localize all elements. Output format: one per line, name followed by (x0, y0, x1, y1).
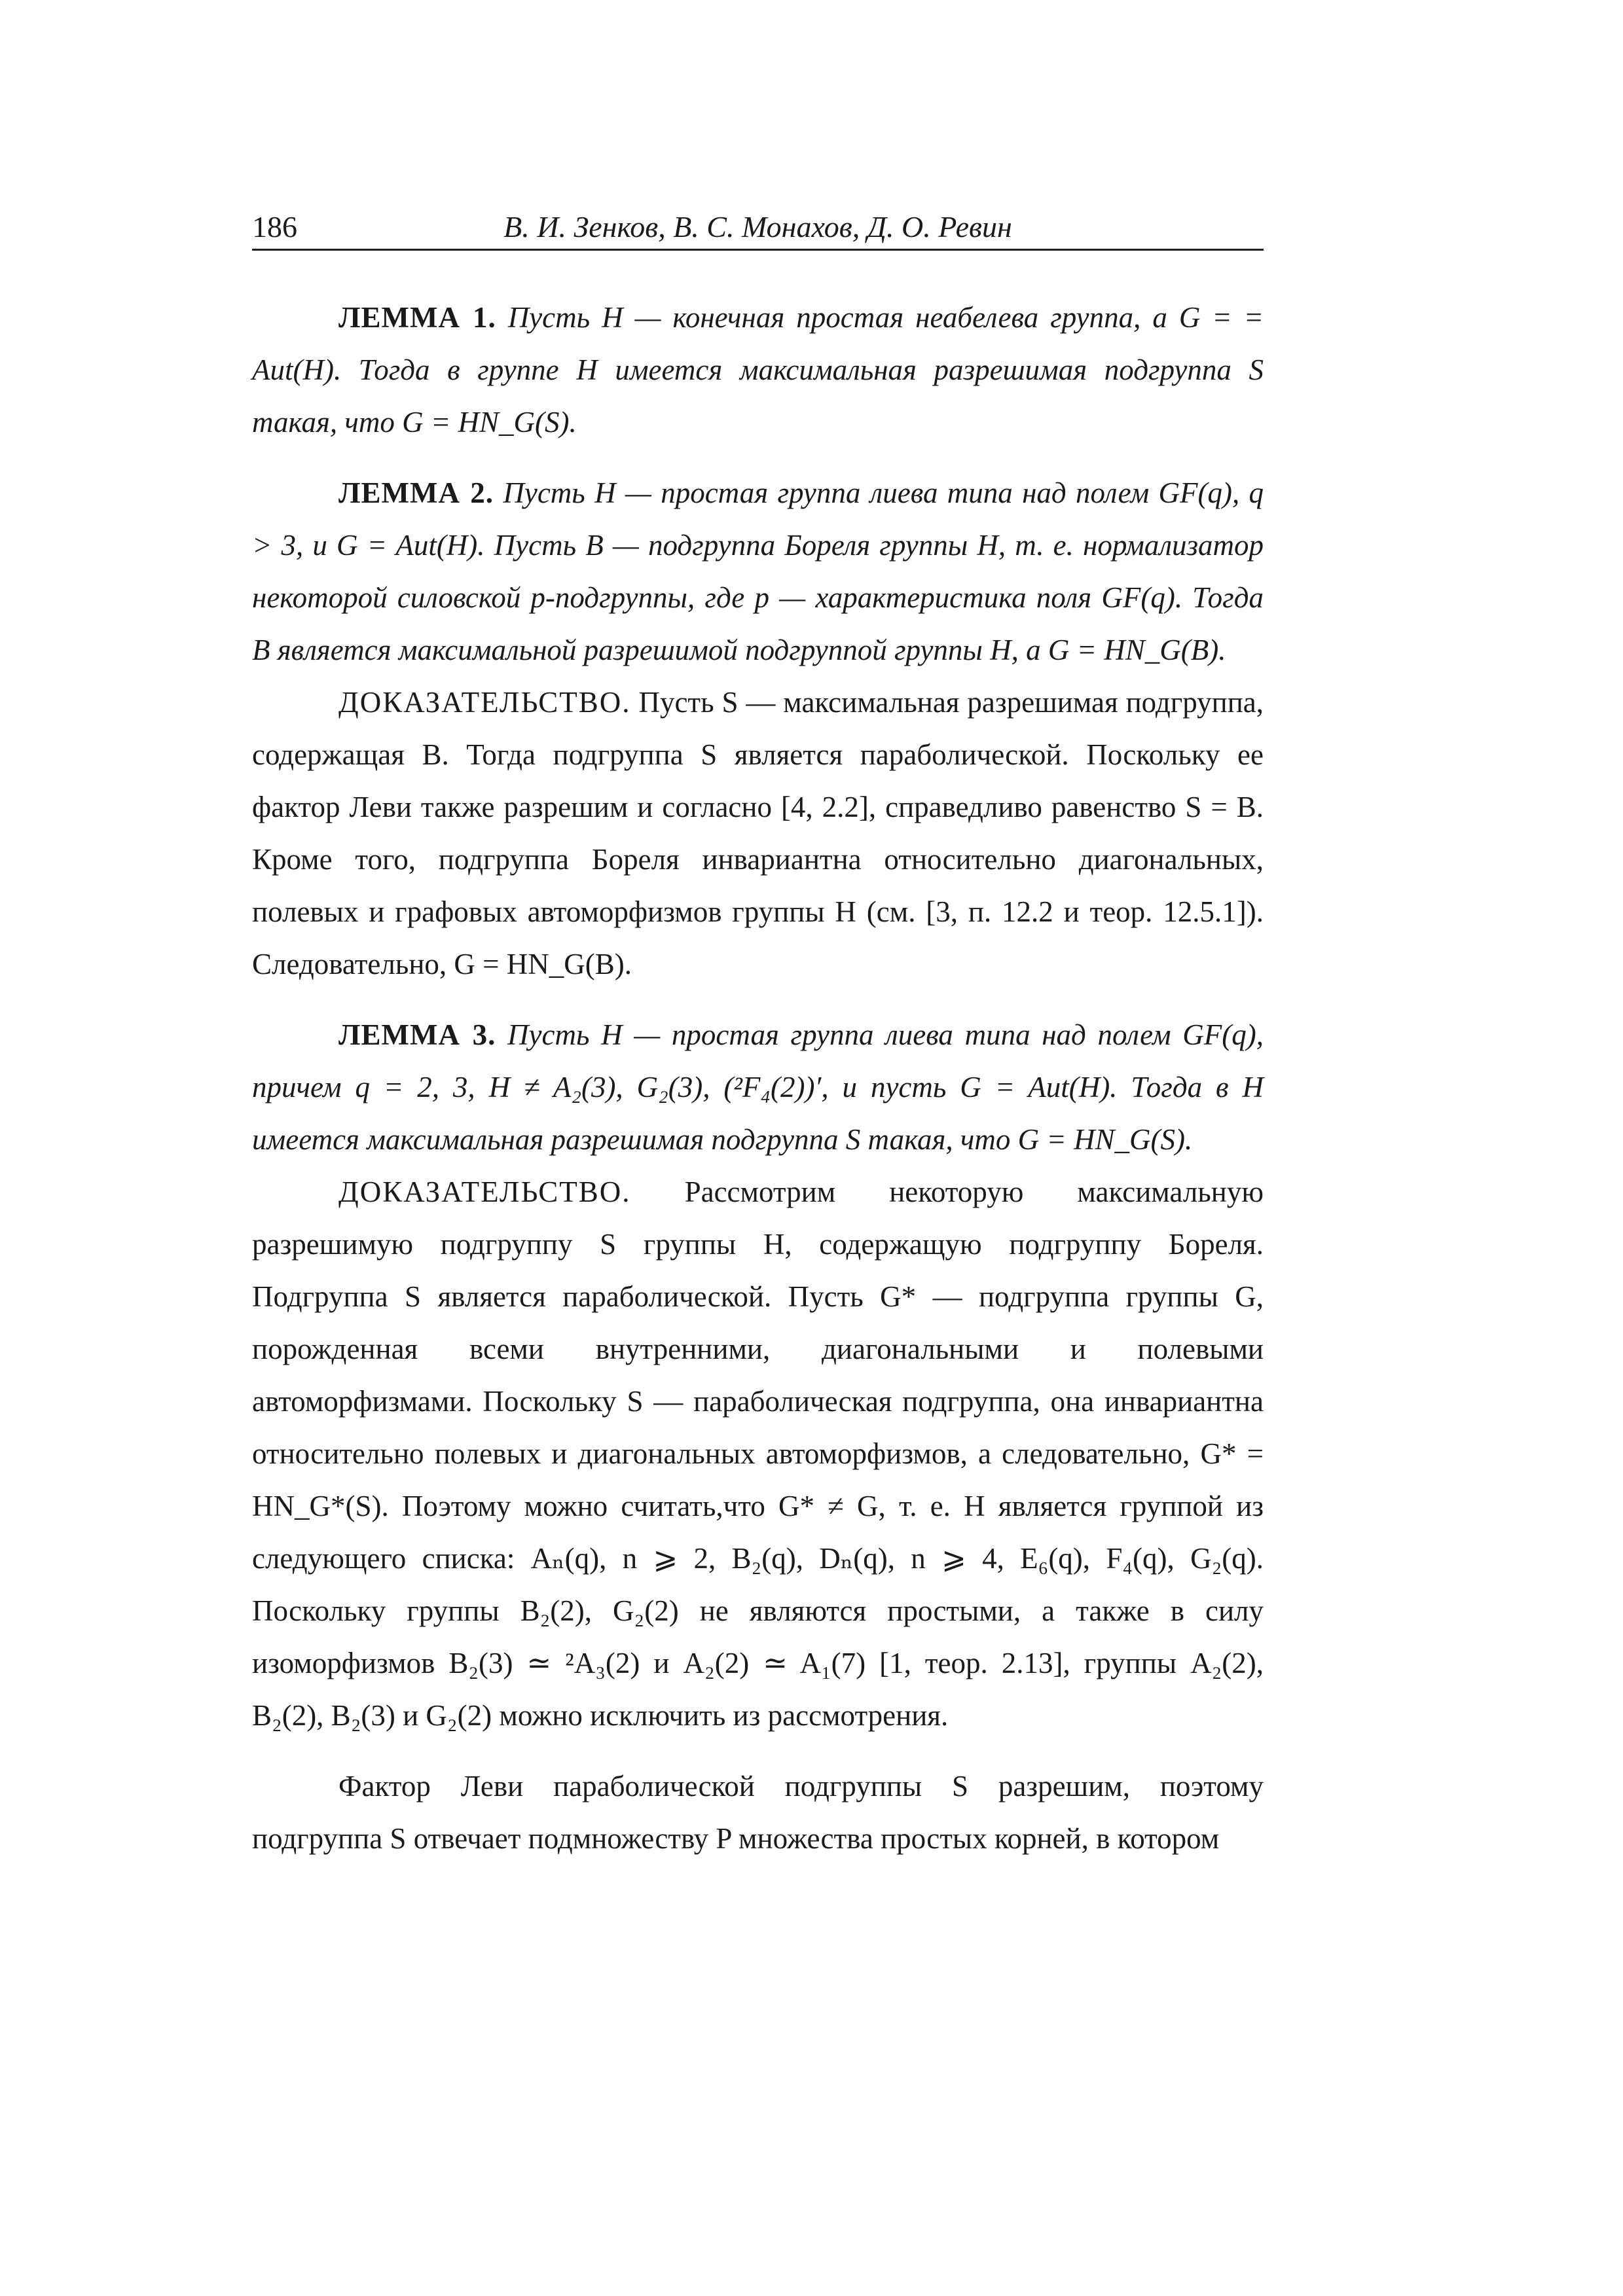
paragraph-levi-factor-text: Фактор Леви параболической подгруппы S разрешим, поэтому подгруппа S отвечает подмножеству P множества простых корней, в котором (252, 1770, 1264, 1855)
lemma-2-heading: ЛЕММА 2. (338, 476, 494, 509)
lemma-1 (252, 291, 1264, 448)
proof-1 (252, 676, 1264, 990)
proof-1-text: Пусть S — максимальная разрешимая подгруппа, содержащая B. Тогда подгруппа S является параболической. Поскольку ее фактор Леви также разрешим и согласно [4, 2.2], справедливо равенство S = B. Кроме того, подгруппа Бореля инвариантна относительно диагональных, полевых и графовых автоморфизмов группы H (см. [3, п. 12.2 и теор. 12.5.1]). Следовательно, G = HN_G(B). (252, 686, 1264, 980)
page-number: 186 (252, 210, 297, 243)
paragraph-levi-factor (252, 1760, 1264, 1865)
proof-1-heading: ДОКАЗАТЕЛЬСТВО. (338, 686, 631, 719)
lemma-2 (252, 467, 1264, 676)
lemma-2-statement: Пусть H — простая группа лиева типа над полем GF(q), q > 3, и G = Aut(H). Пусть B — подгруппа Бореля группы H, т. е. нормализатор некоторой силовской p-подгруппы, где p — характеристика поля GF(q). Тогда B является максимальной разрешимой подгруппой группы H, а G = HN_G(B). (252, 476, 1264, 666)
page-header (252, 196, 1264, 251)
lemma-1-heading: ЛЕММА 1. (338, 301, 496, 334)
lemma-1-statement: Пусть H — конечная простая неабелева группа, а G = = Aut(H). Тогда в группе H имеется максимальная разрешимая подгруппа S такая, что G = HN_G(S). (252, 301, 1264, 439)
proof-2 (252, 1166, 1264, 1742)
lemma-3-statement: Пусть H — простая группа лиева типа над полем GF(q), причем q = 2, 3, H ≠ A₂(3), G₂(3), (²F₄(2))′, и пусть G = Aut(H). Тогда в H имеется максимальная разрешимая подгруппа S такая, что G = HN_G(S). (252, 1018, 1264, 1156)
proof-2-heading: ДОКАЗАТЕЛЬСТВО. (338, 1175, 631, 1208)
lemma-3 (252, 1009, 1264, 1166)
running-title: В. И. Зенков, В. С. Монахов, Д. О. Ревин (503, 210, 1012, 243)
lemma-3-heading: ЛЕММА 3. (338, 1018, 496, 1051)
proof-2-text: Рассмотрим некоторую максимальную разрешимую подгруппу S группы H, содержащую подгруппу Бореля. Подгруппа S является параболической. Пусть G* — подгруппа группы G, порожденная всеми внутренними, диагональными и полевыми автоморфизмами. Поскольку S — параболическая подгруппа, она инвариантна относительно полевых и диагональных автоморфизмов, а следовательно, G* = HN_G*(S). Поэтому можно считать,что G* ≠ G, т. е. H является группой из следующего списка: Aₙ(q), n ⩾ 2, B₂(q), Dₙ(q), n ⩾ 4, E₆(q), F₄(q), G₂(q). Поскольку группы B₂(2), G₂(2) не являются простыми, а также в силу изоморфизмов B₂(3) ≃ ²A₃(2) и A₂(2) ≃ A₁(7) [1, теор. 2.13], группы A₂(2), B₂(2), B₂(3) и G₂(2) можно исключить из рассмотрения. (252, 1175, 1264, 1732)
body-text (252, 291, 1264, 1865)
